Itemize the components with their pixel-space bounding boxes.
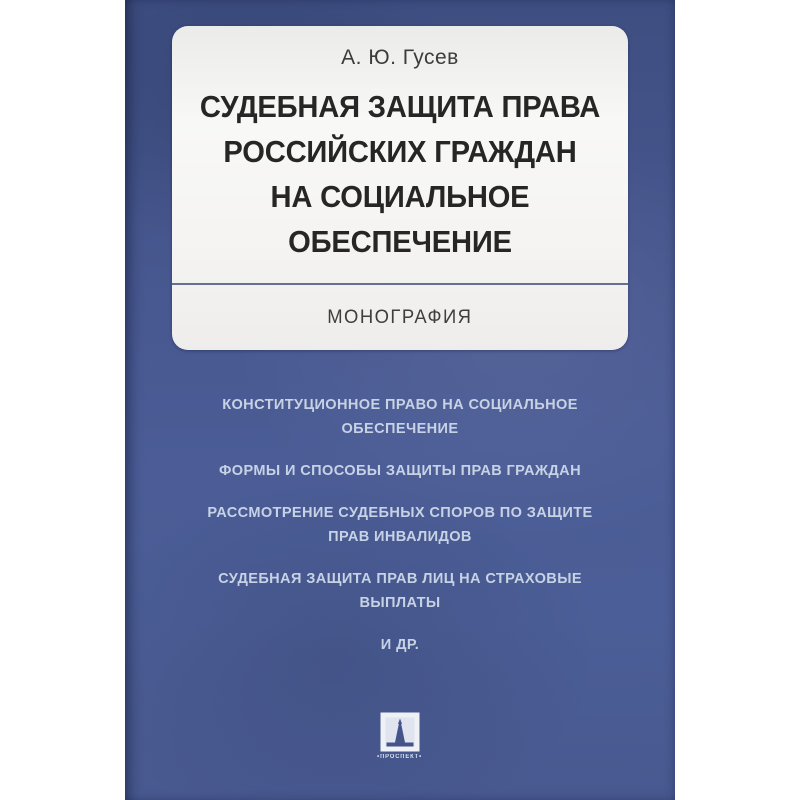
publisher-label: •ПРОСПЕКТ•: [377, 754, 423, 760]
topic-line: ВЫПЛАТЫ: [359, 594, 441, 611]
topic-item: [191, 459, 608, 483]
topic-item: [191, 633, 608, 657]
title-line: РОССИЙСКИХ ГРАЖДАН: [223, 134, 577, 169]
subtitle-area: [172, 285, 628, 350]
publisher-logo: [125, 712, 675, 761]
topic-item: [191, 567, 608, 615]
book-cover: [125, 0, 675, 800]
topic-line: РАССМОТРЕНИЕ СУДЕБНЫХ СПОРОВ ПО ЗАЩИТЕ: [207, 504, 593, 521]
topic-line: ПРАВ ИНВАЛИДОВ: [328, 528, 472, 545]
author-name: А. Ю. Гусев: [341, 46, 459, 69]
title-panel: [172, 26, 628, 350]
topic-item: [191, 393, 608, 441]
title-line: НА СОЦИАЛЬНОЕ: [270, 179, 530, 214]
topic-line: И ДР.: [380, 636, 420, 653]
topic-line: КОНСТИТУЦИОННОЕ ПРАВО НА СОЦИАЛЬНОЕ: [222, 396, 578, 413]
prospekt-logo-icon: [380, 712, 420, 752]
topic-line: СУДЕБНАЯ ЗАЩИТА ПРАВ ЛИЦ НА СТРАХОВЫЕ: [218, 570, 582, 587]
book-title: [186, 84, 615, 264]
topic-line: ФОРМЫ И СПОСОБЫ ЗАЩИТЫ ПРАВ ГРАЖДАН: [219, 462, 581, 479]
topics-list: [185, 393, 615, 675]
topic-line: ОБЕСПЕЧЕНИЕ: [341, 420, 459, 437]
title-line: СУДЕБНАЯ ЗАЩИТА ПРАВА: [199, 89, 601, 124]
subtitle-monograph: МОНОГРАФИЯ: [327, 306, 473, 328]
title-line: ОБЕСПЕЧЕНИЕ: [288, 224, 512, 259]
topic-item: [191, 501, 608, 549]
